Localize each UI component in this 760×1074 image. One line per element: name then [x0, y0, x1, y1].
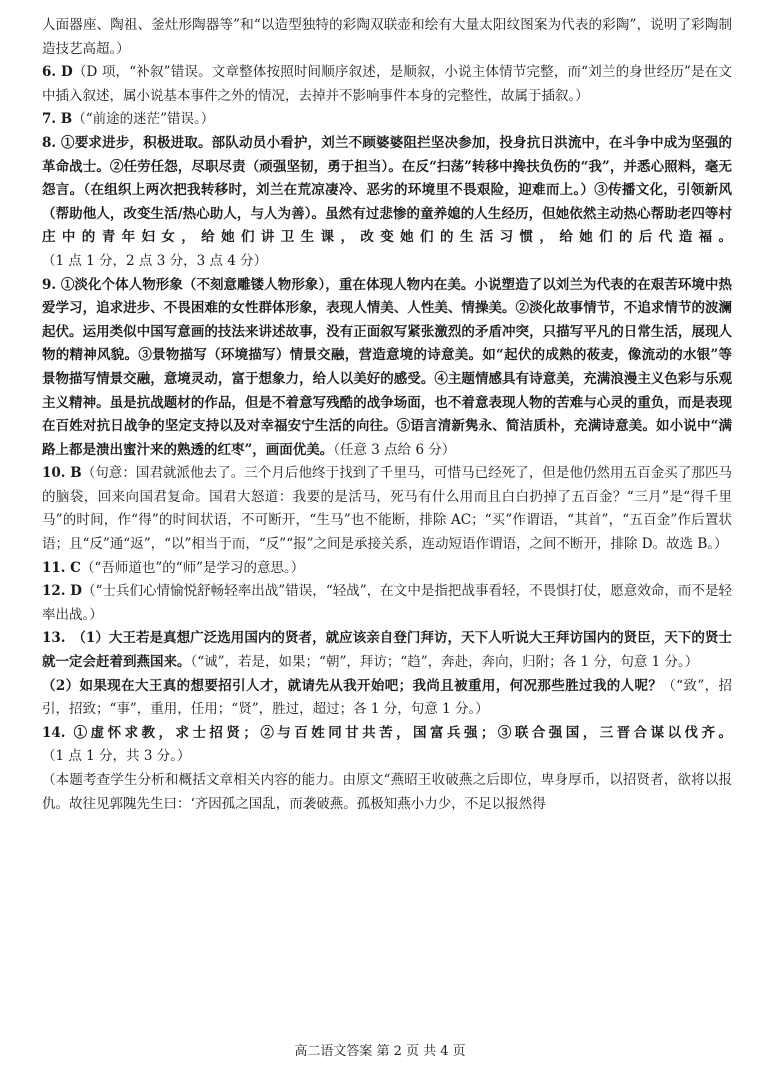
explanation-text: （任意 3 点给 6 分）	[333, 441, 456, 458]
explanation-text: （D 项，“补叙”错误。文章整体按照时间顺序叙述，是顺叙，小说主体情节完整，而“刘兰的身世经历”是在文中插入叙述，属小说基本事件之外的情况，去掉并不影响事件本身的完整性，故属于插叙。）	[42, 64, 732, 104]
answer-key-text: 13. （1）大王若是真想广泛选用国内的贤者，就应该亲自登门拜访，天下人听说大王拜访国内的贤臣，天下的贤士就一定会赶着到燕国来。	[42, 630, 732, 671]
answer-paragraph	[42, 14, 732, 61]
answer-key-text: 14. ①虚怀求教，求士招贤；②与百姓同甘共苦，国富兵强；③联合强国，三晋合谋以伐齐。	[42, 724, 732, 741]
answer-key-text: 9. ①淡化个体人物形象（不刻意雕镂人物形象），重在体现人物内在美。小说塑造了以刘兰为代表的在艰苦环境中热爱学习，追求进步、不畏困难的女性群体形象，表现人情美、人性美、情操美。②淡化故事情节，不追求情节的波澜起伏。运用类似中国写意画的技法来讲述故事，没有正面叙写紧张激烈的矛盾冲突，只描写平凡的日常生活，展现人物的精神风貌。③景物描写（环境描写）情景交融，营造意境的诗意美。如“起伏的成熟的莜麦，像流动的水银”等景物描写情景交融，意境灵动，富于想象力，给人以美好的感受。④主题情感具有诗意美，充满浪漫主义色彩与乐观主义精神。虽是抗战题材的作品，但是不着意写残酷的战争场面，也不着意表现人物的苦难与心灵的重负，而是表现在百姓对抗日战争的坚定支持以及对幸福安宁生活的向往。⑤语言清新隽永、简洁质朴，充满诗意美。如小说中“满路上都是溃出蜜汁来的熟透的红枣”，画面优美。	[42, 276, 732, 458]
answer-key-text: 10. B	[42, 465, 82, 482]
answer-paragraph	[42, 557, 732, 581]
explanation-text: （“致”，招引，招致；“事”，重用，任用；“贤”，胜过，超过；各 1 分，句意 1 分。）	[42, 677, 732, 718]
answer-key-text: 12. D	[42, 583, 82, 600]
explanation-text: （“前途的迷茫”错误。）	[72, 111, 215, 128]
answer-paragraph	[42, 675, 732, 722]
answer-paragraph	[42, 580, 732, 627]
explanation-text: （本题考查学生分析和概括文章相关内容的能力。由原文“燕昭王收破燕之后即位，卑身厚币，以招贤者，欲将以报仇。故往见郭隗先生曰：‘齐因孤之国乱，而袭破燕。孤极知燕小力少，不足以报然得	[42, 772, 732, 812]
answer-key-text: 11. C	[42, 559, 81, 576]
answer-paragraph	[42, 627, 732, 674]
explanation-text: （1 点 1 分，2 点 3 分，3 点 4 分）	[42, 252, 268, 269]
answer-paragraph	[42, 462, 732, 556]
explanation-text: （句意：国君就派他去了。三个月后他终于找到了千里马，可惜马已经死了，但是他仍然用五百金买了那匹马的脑袋，回来向国君复命。国君大怒道：我要的是活马，死马有什么用而且白白扔掉了五百金？“三月”是“得千里马”的时间，作“得”的时间状语，不可断开，“生马”也不能断，排除 AC；“买”作谓语，“其首”，“五百金”作后置状语；且“反”通“返”，“以”相当于而，“反”“报”之间是承接关系，连动短语作谓语，之间不断开，排除 D。故选 B。）	[42, 465, 732, 553]
explanation-text: （1 点 1 分，共 3 分。）	[42, 748, 191, 765]
answer-key-text: 7. B	[42, 111, 73, 128]
answer-paragraph	[42, 61, 732, 108]
explanation-text: 人面器座、陶祖、釜灶形陶器等”和“以造型独特的彩陶双联壶和绘有大量太阳纹图案为代表的彩陶”，说明了彩陶制造技艺高超。）	[42, 17, 732, 57]
explanation-text: （“诚”，若是，如果；“朝”，拜访；“趋”，奔赴，奔向，归附；各 1 分，句意 1 分。）	[190, 654, 699, 671]
answer-content	[42, 14, 732, 816]
explanation-text: （“吾师道也”的“师”是学习的意思。）	[80, 559, 305, 576]
answer-paragraph	[42, 108, 732, 132]
page-footer: 高二语文答案 第 2 页 共 4 页	[294, 1044, 466, 1059]
answer-paragraph	[42, 769, 732, 816]
answer-paragraph	[42, 722, 732, 769]
answer-key-text: （2）如果现在大王真的想要招引人才，就请先从我开始吧；我尚且被重用，何况那些胜过我的人呢？	[42, 677, 663, 694]
answer-paragraph	[42, 132, 732, 274]
answer-key-text: 8. ①要求进步，积极进取。部队动员小看护，刘兰不顾婆婆阻拦坚决参加，投身抗日洪流中，在斗争中成为坚强的革命战士。②任劳任怨，尽职尽责（顽强坚韧，勇于担当）。在反“扫荡”转移中搀扶负伤的“我”，并悉心照料，毫无怨言。（在组织上两次把我转移时，刘兰在荒凉凄冷、恶劣的环境里不畏艰险，迎难而上。）③传播文化，引领新风（帮助他人，改变生活/热心助人，与人为善）。虽然有过悲惨的童养媳的人生经历，但她依然主动热心帮助老四等村庄中的青年妇女，给她们讲卫生课，改变她们的生活习惯，给她们的后代造福。	[42, 134, 732, 246]
explanation-text: （“士兵们心情愉悦舒畅轻率出战”错误，“轻战”，在文中是指把战事看轻，不畏惧打仗，愿意效命，而不是轻率出战。）	[42, 583, 732, 623]
answer-paragraph	[42, 274, 732, 463]
answer-key-text: 6. D	[42, 64, 73, 81]
